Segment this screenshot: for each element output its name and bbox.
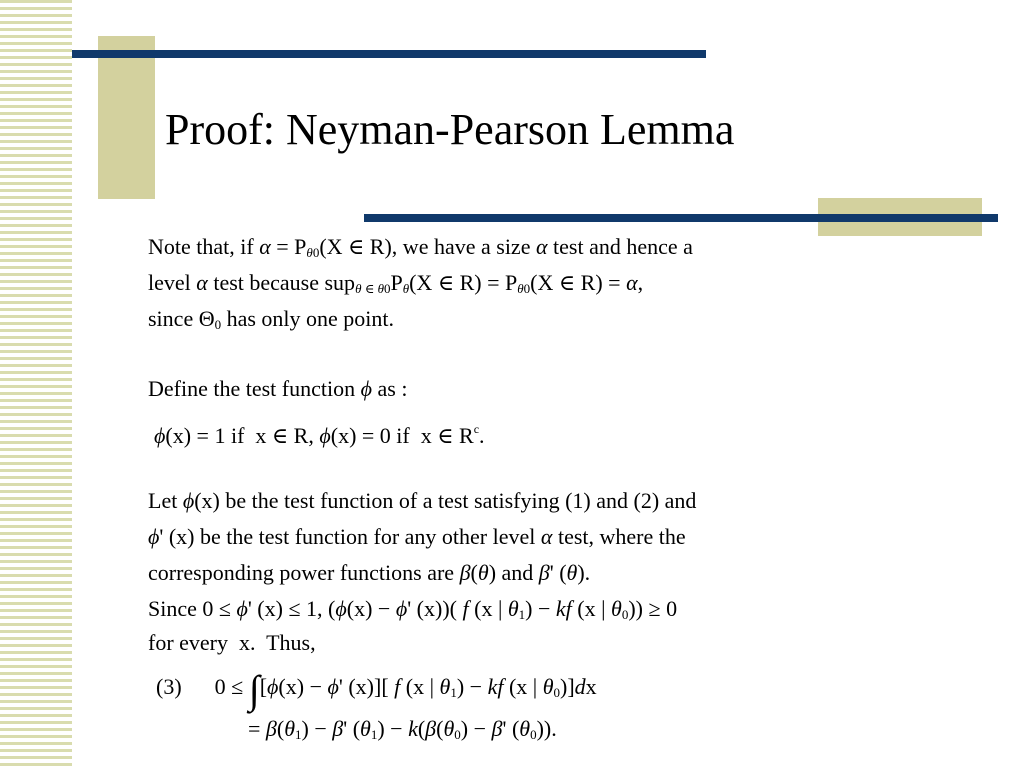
- proof-line-7: ϕ' (x) be the test function for any other level α test, where the: [148, 524, 686, 549]
- top-rule-line: [72, 50, 706, 58]
- proof-line-3: since $\Theta_0$ has only one point.: [148, 306, 395, 332]
- mid-rule-line: [364, 214, 998, 222]
- proof-line-2: level α test because $sup_{\theta \in \theta 0}P_\theta(X$ ∈ $R) = P_{\theta 0}(X$ ∈ R) = α,: [148, 270, 644, 296]
- proof-line-6: Let ϕ(x) be the test function of a test satisfying (1) and (2) and: [148, 488, 697, 513]
- proof-line-10: for every x. Thus,: [148, 630, 316, 655]
- slide-title: Proof: Neyman-Pearson Lemma: [165, 105, 735, 154]
- proof-equation-3: (3) 0 ≤ ∫[ϕ(x) − ϕ' (x)][ f (x | $\theta_1$) − kf (x | $\theta_0)]dx$: [156, 667, 597, 712]
- title-accent-block: [98, 36, 155, 199]
- proof-line-4: Define the test function ϕ as :: [148, 376, 408, 401]
- proof-line-1: Note that, if $\alpha = P_{\theta 0}(X$ ∈ R), we have a size α test and hence a: [148, 234, 693, 260]
- proof-line-9: Since 0 ≤ ϕ' (x) ≤ 1, (ϕ(x) − ϕ' (x))( f (x | $\theta_1$) − kf (x | $\theta_0)) \ge 0$: [148, 596, 678, 622]
- left-stripe-decoration: [0, 0, 72, 768]
- proof-line-8: corresponding power functions are β(θ) and β' (θ).: [148, 560, 591, 585]
- proof-line-5: ϕ(x) = 1 if x ∈ R, ϕ(x) = 0 if x ∈ $R^c$.: [154, 422, 485, 448]
- proof-equation-3-result: = $\beta(\theta_1) - \beta'$ $(\theta_1) - k(\beta(\theta_0) - \beta'$ $(\theta_0)$).: [248, 716, 557, 742]
